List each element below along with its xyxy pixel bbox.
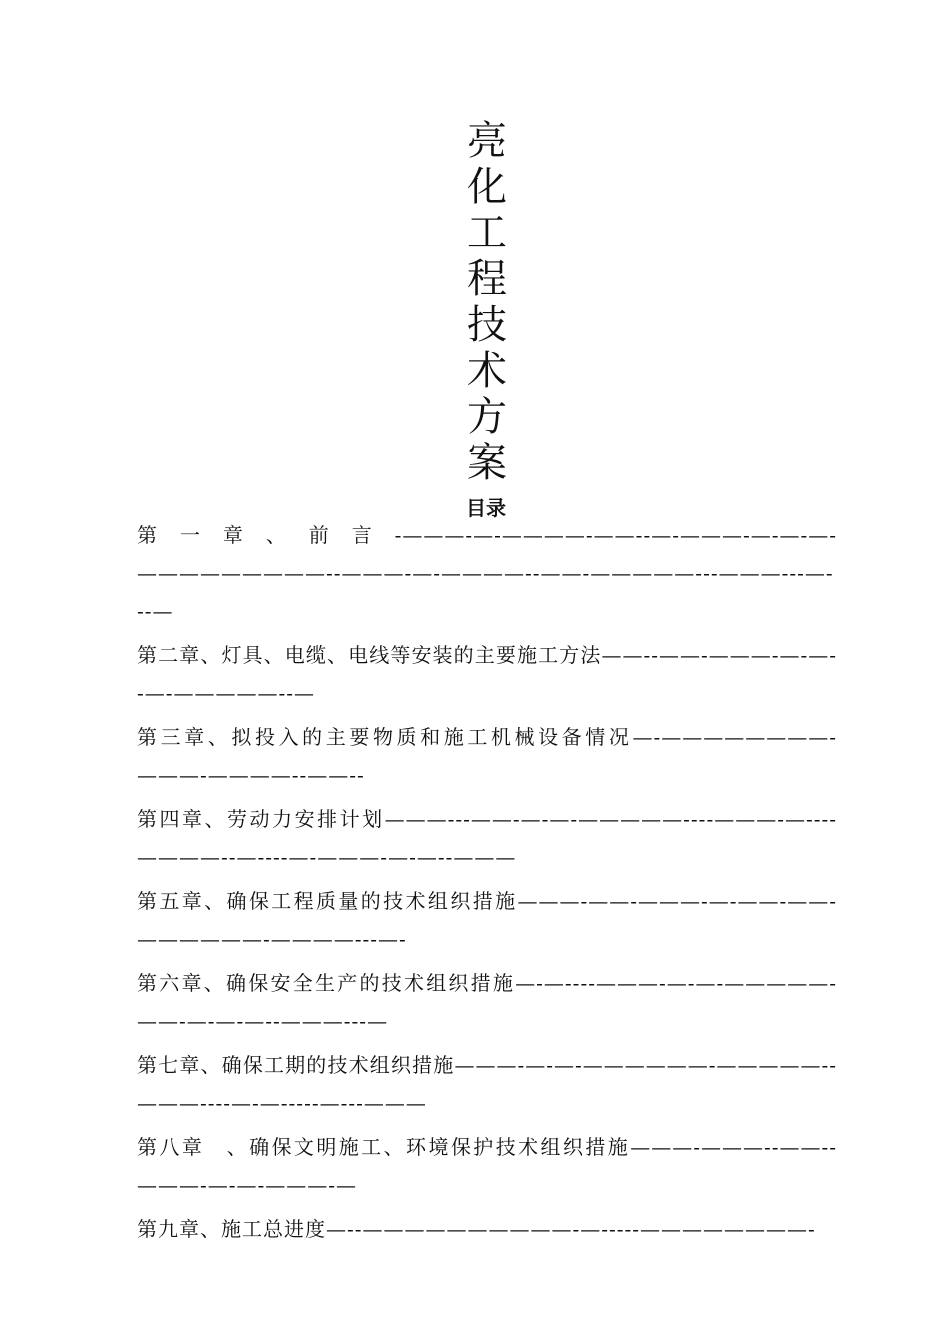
document-title (462, 118, 512, 486)
toc-entry-chapter-4[interactable]: 第四章、劳动力安排计划———---——-—-—-—————----———-—----————--—----—-———-—-—--——— (137, 807, 837, 869)
title-char: 方 (467, 394, 507, 440)
toc-entry-chapter-3[interactable]: 第三章、拟投入的主要物质和施工机械设备情况—-————————-———-————--——-- (137, 725, 837, 787)
title-char: 亮 (467, 118, 507, 164)
toc-entry-chapter-1[interactable]: 第一章、前言-———-—-————-——--—-———-—-—-—-—————————--———-—-————--——-—————---———---—---— (137, 523, 837, 623)
table-of-contents (137, 516, 837, 1254)
toc-entry-chapter-6[interactable]: 第六章、确保安全生产的技术组织措施—-—----———-—-—-—————-——-—-—-—--———---— (137, 971, 837, 1033)
toc-entry-chapter-7[interactable]: 第七章、确保工期的技术组织措施———-—-—-——————-—————--———----—-—-----—---——— (137, 1053, 837, 1115)
title-char: 化 (467, 164, 507, 210)
title-char: 技 (467, 302, 507, 348)
title-char: 案 (467, 440, 507, 486)
toc-entry-chapter-8[interactable]: 第八章 、确保文明施工、环境保护技术组织措施———-———--——--———-—-—-———-— (137, 1135, 837, 1197)
toc-heading: 目录 (466, 496, 506, 520)
title-char: 术 (467, 348, 507, 394)
toc-entry-chapter-2[interactable]: 第二章、灯具、电缆、电线等安装的主要施工方法——--——-———-—-—--—-—————--— (137, 643, 837, 705)
title-char: 程 (467, 256, 507, 302)
toc-entry-chapter-9[interactable]: 第九章、施工总进度—--——————————-—-----————————- (137, 1217, 816, 1241)
title-char: 工 (467, 210, 507, 256)
toc-entry-chapter-5[interactable]: 第五章、确保工程质量的技术组织措施———-——-———-—-——-——-——————-————---—- (137, 889, 837, 951)
